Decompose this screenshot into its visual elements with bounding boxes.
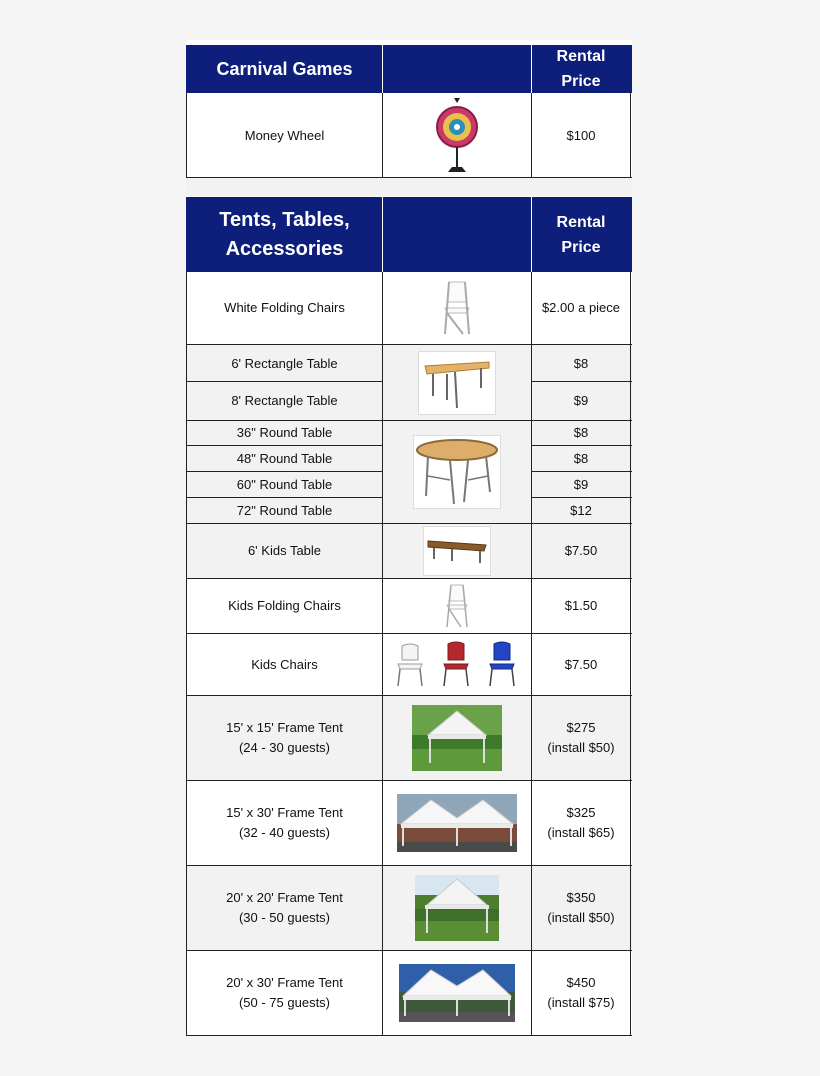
item-name: 20' x 30' Frame Tent (50 - 75 guests) — [226, 975, 343, 1010]
table-row — [186, 382, 632, 420]
table-row — [186, 421, 632, 445]
item-price: $9 — [573, 393, 589, 408]
table-row — [186, 634, 632, 695]
item-price: $12 — [570, 502, 592, 518]
carnival-price-header: Rental Price — [532, 45, 631, 93]
item-name: 20' x 20' Frame Tent (30 - 50 guests) — [226, 890, 343, 925]
item-name: 60" Round Table — [236, 476, 333, 492]
money-wheel-icon — [435, 97, 479, 175]
table-row — [186, 951, 632, 1035]
item-name: 6' Kids Table — [247, 543, 322, 558]
item-name: 48" Round Table — [236, 450, 333, 466]
carnival-image-header — [383, 45, 532, 93]
frame-tent-icon — [412, 705, 502, 771]
item-price: $325 (install $65) — [547, 805, 615, 840]
tents-image-header — [383, 197, 532, 272]
item-name: 72" Round Table — [236, 502, 333, 518]
item-name: White Folding Chairs — [224, 300, 345, 315]
frame-tent-icon — [415, 875, 499, 941]
table-row — [186, 524, 632, 578]
table-row — [186, 781, 632, 865]
price-sheet — [186, 40, 632, 1036]
item-price: $100 — [566, 127, 596, 143]
table-row — [186, 696, 632, 780]
table-row — [186, 446, 632, 471]
item-name: 15' x 30' Frame Tent (32 - 40 guests) — [226, 805, 343, 840]
carnival-category-header: Carnival Games — [186, 45, 383, 93]
kids-chairs-icon — [392, 640, 522, 690]
item-price: $7.50 — [564, 543, 598, 558]
item-price: $7.50 — [564, 656, 598, 672]
item-name: Kids Folding Chairs — [228, 598, 341, 613]
tents-price-header: Rental Price — [532, 197, 631, 272]
kids-table-icon — [424, 527, 490, 575]
table-row — [186, 272, 632, 344]
item-name: 15' x 15' Frame Tent (24 - 30 guests) — [226, 720, 343, 755]
kids-folding-chair-icon — [443, 583, 471, 629]
item-name: 8' Rectangle Table — [231, 393, 338, 408]
table-row — [186, 579, 632, 633]
table-row — [186, 866, 632, 950]
item-name: Kids Chairs — [251, 656, 318, 672]
item-name: 36" Round Table — [236, 425, 333, 440]
item-price: $275 (install $50) — [547, 720, 615, 755]
item-price: $350 (install $50) — [547, 890, 615, 925]
frame-tent-wide-icon — [399, 964, 515, 1022]
table-row — [186, 498, 632, 523]
table-row — [186, 93, 632, 178]
table-row — [186, 472, 632, 497]
item-price: $2.00 a piece — [541, 300, 621, 315]
kids-table-image — [423, 526, 491, 576]
item-price: $1.50 — [564, 598, 598, 613]
item-price: $450 (install $75) — [547, 975, 615, 1010]
table-row — [186, 345, 632, 382]
section-gap — [186, 178, 632, 196]
carnival-header-row — [186, 45, 632, 93]
item-name: Money Wheel — [244, 127, 325, 143]
frame-tent-wide-icon — [397, 794, 517, 852]
item-price: $8 — [573, 355, 589, 371]
item-name: 6' Rectangle Table — [231, 355, 338, 371]
folding-chair-icon — [439, 280, 475, 336]
item-price: $8 — [573, 450, 589, 466]
item-price: $8 — [573, 425, 589, 440]
tents-category-header: Tents, Tables, Accessories — [186, 197, 383, 272]
tents-header-row — [186, 197, 632, 272]
item-price: $9 — [573, 476, 589, 492]
